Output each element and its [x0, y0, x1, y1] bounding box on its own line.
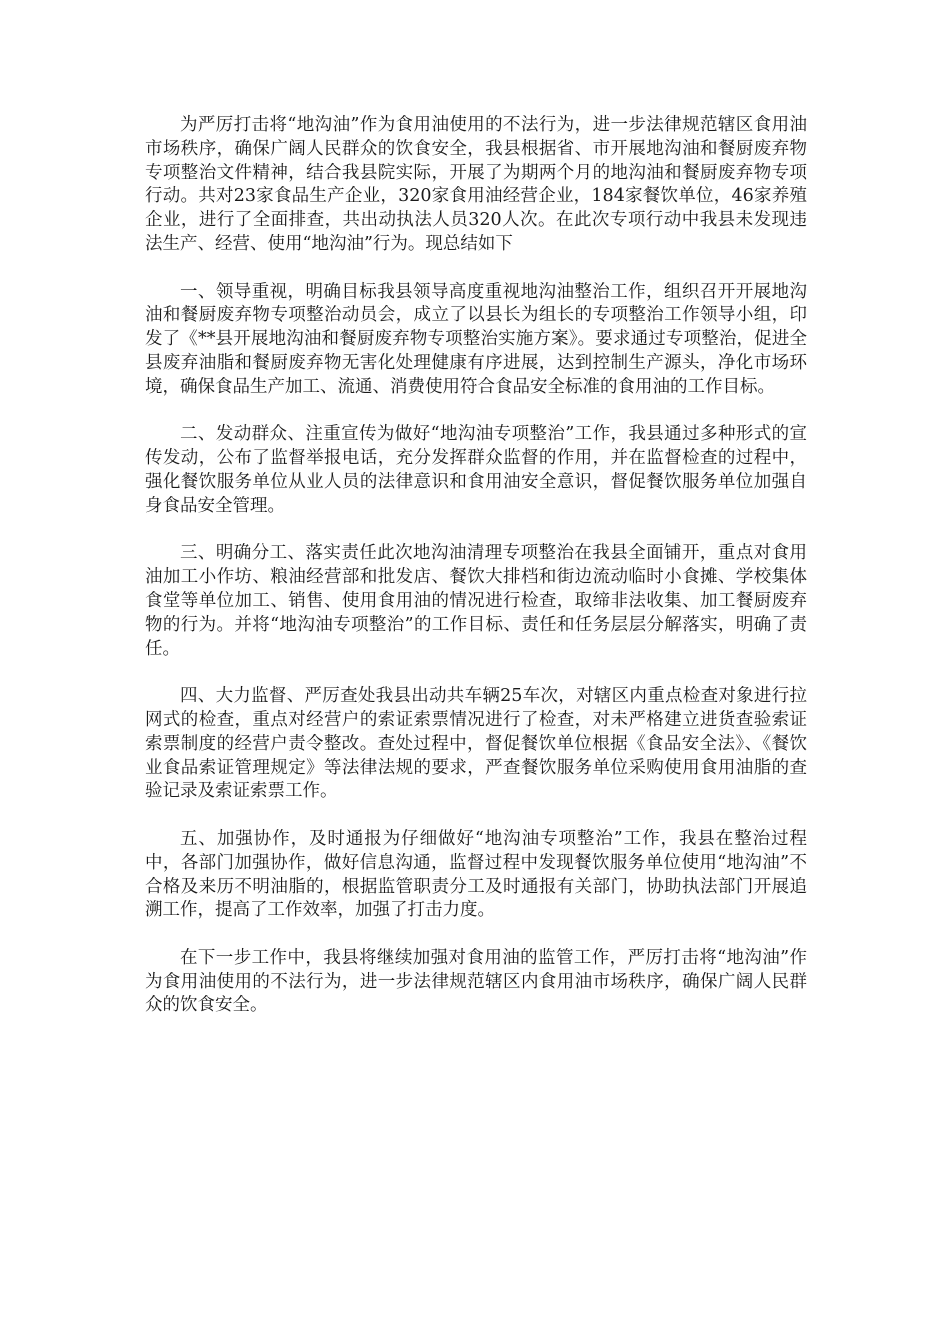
paragraph-intro: 为严厉打击将“地沟油”作为食用油使用的不法行为，进一步法律规范辖区食用油市场秩序，确保广阔人民群众的饮食安全，我县根据省、市开展地沟油和餐厨废弃物专项整治文件精神，结合我县院实际，开展了为期两个月的地沟油和餐厨废弃物专项行动。共对23家食品生产企业，320家食用油经营企业，184家餐饮单位，46家养殖企业，进行了全面排查，共出动执法人员320人次。在此次专项行动中我县未发现违法生产、经营、使用“地沟油”行为。现总结如下 — [145, 115, 807, 254]
paragraph-leadership: 一、领导重视，明确目标我县领导高度重视地沟油整治工作，组织召开开展地沟油和餐厨废弃物专项整治动员会，成立了以县长为组长的专项整治工作领导小组，印发了《**县开展地沟油和餐厨废弃物专项整治实施方案》。要求通过专项整治，促进全县废弃油脂和餐厨废弃物无害化处理健康有序进展，达到控制生产源头，净化市场环境，确保食品生产加工、流通、消费使用符合食品安全标准的食用油的工作目标。 — [145, 281, 807, 397]
paragraph-cooperation: 五、加强协作，及时通报为仔细做好“地沟油专项整治”工作，我县在整治过程中，各部门加强协作，做好信息沟通，监督过程中发现餐饮服务单位使用“地沟油”不合格及来历不明油脂的，根据监管职责分工及时通报有关部门，协助执法部门开展追溯工作，提高了工作效率，加强了打击力度。 — [145, 828, 807, 921]
paragraph-next-steps: 在下一步工作中，我县将继续加强对食用油的监管工作，严厉打击将“地沟油”作为食用油使用的不法行为，进一步法律规范辖区内食用油市场秩序，确保广阔人民群众的饮食安全。 — [145, 947, 807, 1016]
paragraph-responsibility: 三、明确分工、落实责任此次地沟油清理专项整治在我县全面铺开，重点对食用油加工小作坊、粮油经营部和批发店、餐饮大排档和街边流动临时小食摊、学校集体食堂等单位加工、销售、使用食用油的情况进行检查，取缔非法收集、加工餐厨废弃物的行为。并将“地沟油专项整治”的工作目标、责任和任务层层分解落实，明确了责任。 — [145, 543, 807, 659]
document-body — [145, 114, 807, 1018]
paragraph-supervision: 四、大力监督、严厉查处我县出动共车辆25车次，对辖区内重点检查对象进行拉网式的检查，重点对经营户的索证索票情况进行了检查，对未严格建立进货查验索证索票制度的经营户责令整改。查处过程中，督促餐饮单位根据《食品安全法》、《餐饮业食品索证管理规定》等法律法规的要求，严查餐饮服务单位采购使用食用油脂的查验记录及索证索票工作。 — [145, 686, 807, 802]
paragraph-publicity: 二、发动群众、注重宣传为做好“地沟油专项整治”工作，我县通过多种形式的宣传发动，公布了监督举报电话，充分发挥群众监督的作用，并在监督检查的过程中，强化餐饮服务单位从业人员的法律意识和食用油安全意识，督促餐饮服务单位加强自身食品安全管理。 — [145, 424, 807, 516]
